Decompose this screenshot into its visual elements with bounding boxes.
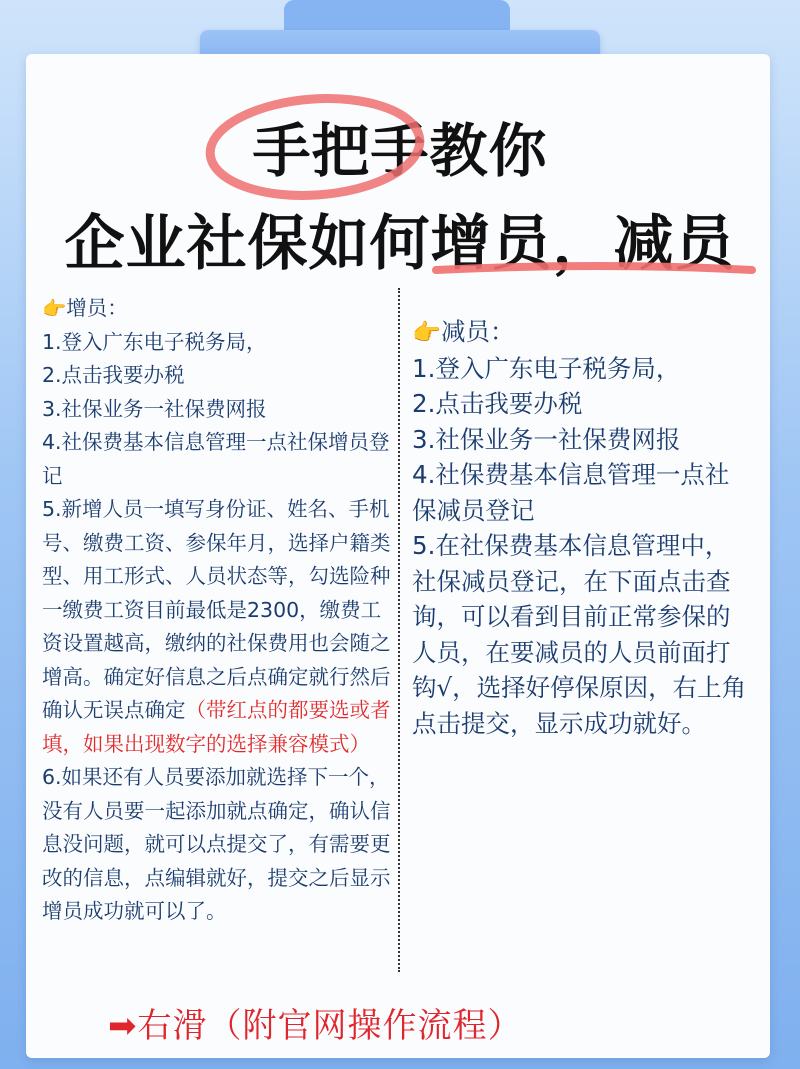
add-step-5: 5.新增人员一填写身份证、姓名、手机号、缴费工资、参保年月，选择户籍类型、用工形式、人员状态等，勾选险种一缴费工资目前最低是2300，缴费工资设置越高，缴纳的社保费用也会随之增高。确定好信息之后点确定就行然后确认无误点确定（带红点的都要选或者填，如果出现数字的选择兼容模式） [42,497,391,756]
title-line-1: 手把手教你 [252,117,548,185]
add-step-1: 1.登入广东电子税务局， [42,329,267,354]
add-step-2: 2.点击我要办税 [42,363,185,387]
add-step-6: 6.如果还有人员要添加就选择下一个，没有人员要一起添加就点确定，确认信息没问题，就可以点提交了，有需要更改的信息，点编辑就好，提交之后显示增员成功就可以了。 [42,765,391,923]
right-arrow-icon: ➡ [108,1006,138,1046]
add-step-4: 4.社保费基本信息管理一点社保增员登记 [42,430,390,488]
add-employee-heading: 👉增员： [42,296,128,320]
add-step-3: 3.社保业务一社保费网报 [42,396,267,421]
pointing-hand-icon: 👉 [412,319,441,346]
add-employee-column [42,292,392,929]
remove-step-5: 5.在社保费基本信息管理中，社保减员登记，在下面点击查询，可以看到目前正常参保的人员，在要减员的人员前面打钩√，选择好停保原因，右上角点击提交，显示成功就好。 [412,531,747,738]
swipe-hint [108,998,523,1047]
column-divider [398,288,400,972]
swipe-hint-text: 右滑（附官网操作流程） [137,1006,523,1046]
add-step-5-note: （带红点的都要选或者填，如果出现数字的选择兼容模式） [42,698,391,756]
remove-employee-heading: 👉减员： [412,317,515,346]
remove-step-2: 2.点击我要办税 [412,389,583,418]
remove-step-3: 3.社保业务一社保费网报 [412,424,681,454]
remove-employee-column [412,314,750,741]
pointing-hand-icon: 👉 [42,297,67,320]
remove-step-4: 4.社保费基本信息管理一点社保减员登记 [412,460,730,525]
title-line-2: 企业社保如何增员，减员 [64,209,736,279]
remove-step-1: 1.登入广东电子税务局， [412,353,681,383]
